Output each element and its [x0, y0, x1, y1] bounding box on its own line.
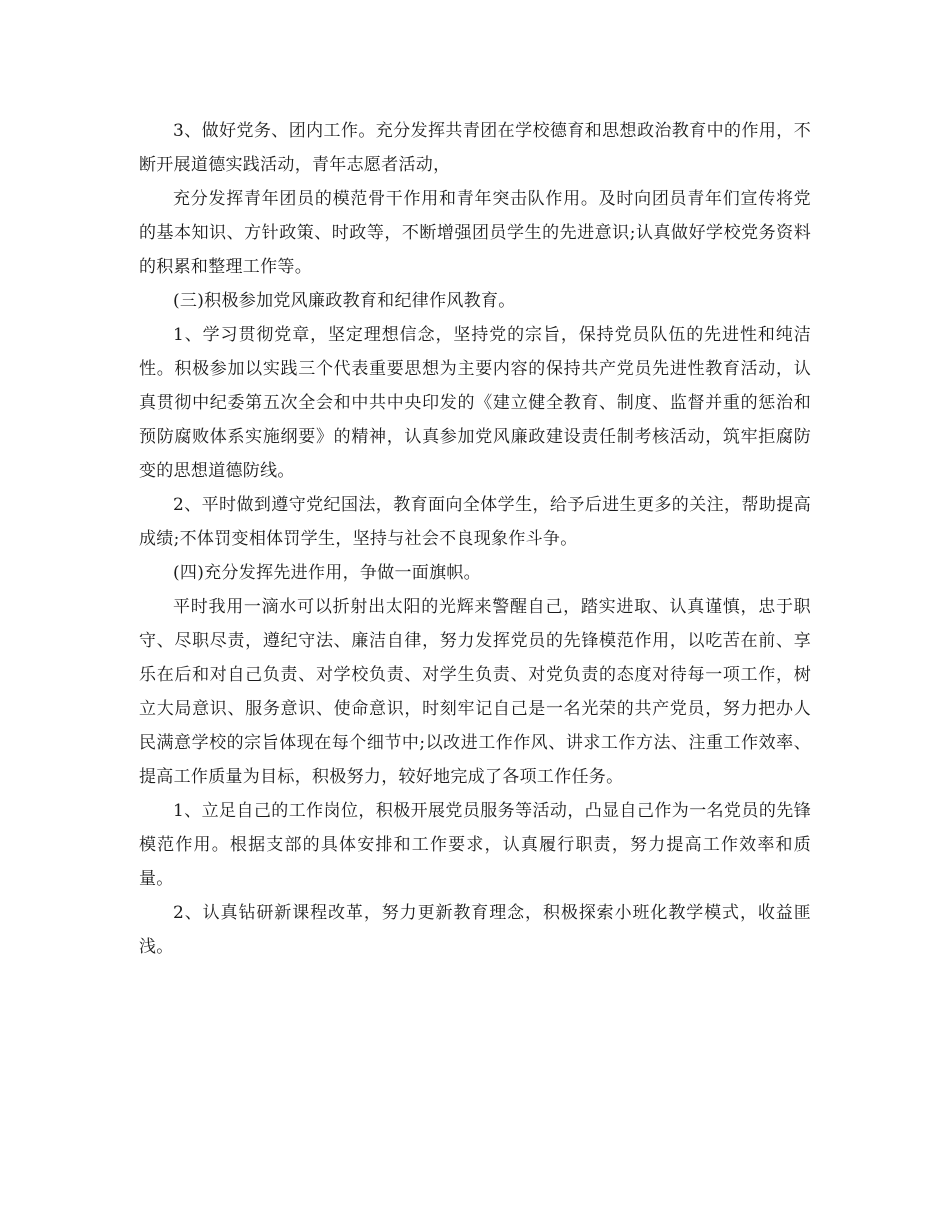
document-body [139, 114, 811, 964]
paragraph-work-post: 1、立足自己的工作岗位，积极开展党员服务等活动，凸显自己作为一名党员的先锋模范作用。根据支部的具体安排和工作要求，认真履行职责，努力提高工作效率和质量。 [139, 801, 811, 889]
paragraph-curriculum-reform: 2、认真钻研新课程改革，努力更新教育理念，积极探索小班化教学模式，收益匪浅。 [139, 903, 811, 957]
paragraph-party-work: 3、做好党务、团内工作。充分发挥共青团在学校德育和思想政治教育中的作用，不断开展道德实践活动，青年志愿者活动， [139, 121, 811, 175]
paragraph-self-reflection: 平时我用一滴水可以折射出太阳的光辉来警醒自己，踏实进取、认真谨慎，忠于职守、尽职尽责，遵纪守法、廉洁自律，努力发挥党员的先锋模范作用，以吃苦在前、享乐在后和对自己负责、对学校负责、对学生负责、对党负责的态度对待每一项工作，树立大局意识、服务意识、使命意识，时刻牢记自己是一名光荣的共产党员，努力把办人民满意学校的宗旨体现在每个细节中;以改进工作作风、讲求工作方法、注重工作效率、提高工作质量为目标，积极努力，较好地完成了各项工作任务。 [139, 597, 811, 787]
paragraph-discipline: 2、平时做到遵守党纪国法，教育面向全体学生，给予后进生更多的关注，帮助提高成绩;不体罚变相体罚学生，坚持与社会不良现象作斗争。 [139, 495, 811, 549]
paragraph-party-constitution: 1、学习贯彻党章，坚定理想信念，坚持党的宗旨，保持党员队伍的先进性和纯洁性。积极参加以实践三个代表重要思想为主要内容的保持共产党员先进性教育活动，认真贯彻中纪委第五次全会和中共中央印发的《建立健全教育、制度、监督并重的惩治和预防腐败体系实施纲要》的精神，认真参加党风廉政建设责任制考核活动，筑牢拒腐防变的思想道德防线。 [139, 325, 811, 481]
section-heading-integrity-education: (三)积极参加党风廉政教育和纪律作风教育。 [173, 291, 516, 311]
paragraph-youth-league: 充分发挥青年团员的模范骨干作用和青年突击队作用。及时向团员青年们宣传将党的基本知识、方针政策、时政等，不断增强团员学生的先进意识;认真做好学校党务资料的积累和整理工作等。 [139, 189, 811, 277]
section-heading-pioneer-role: (四)充分发挥先进作用，争做一面旗帜。 [173, 563, 481, 583]
